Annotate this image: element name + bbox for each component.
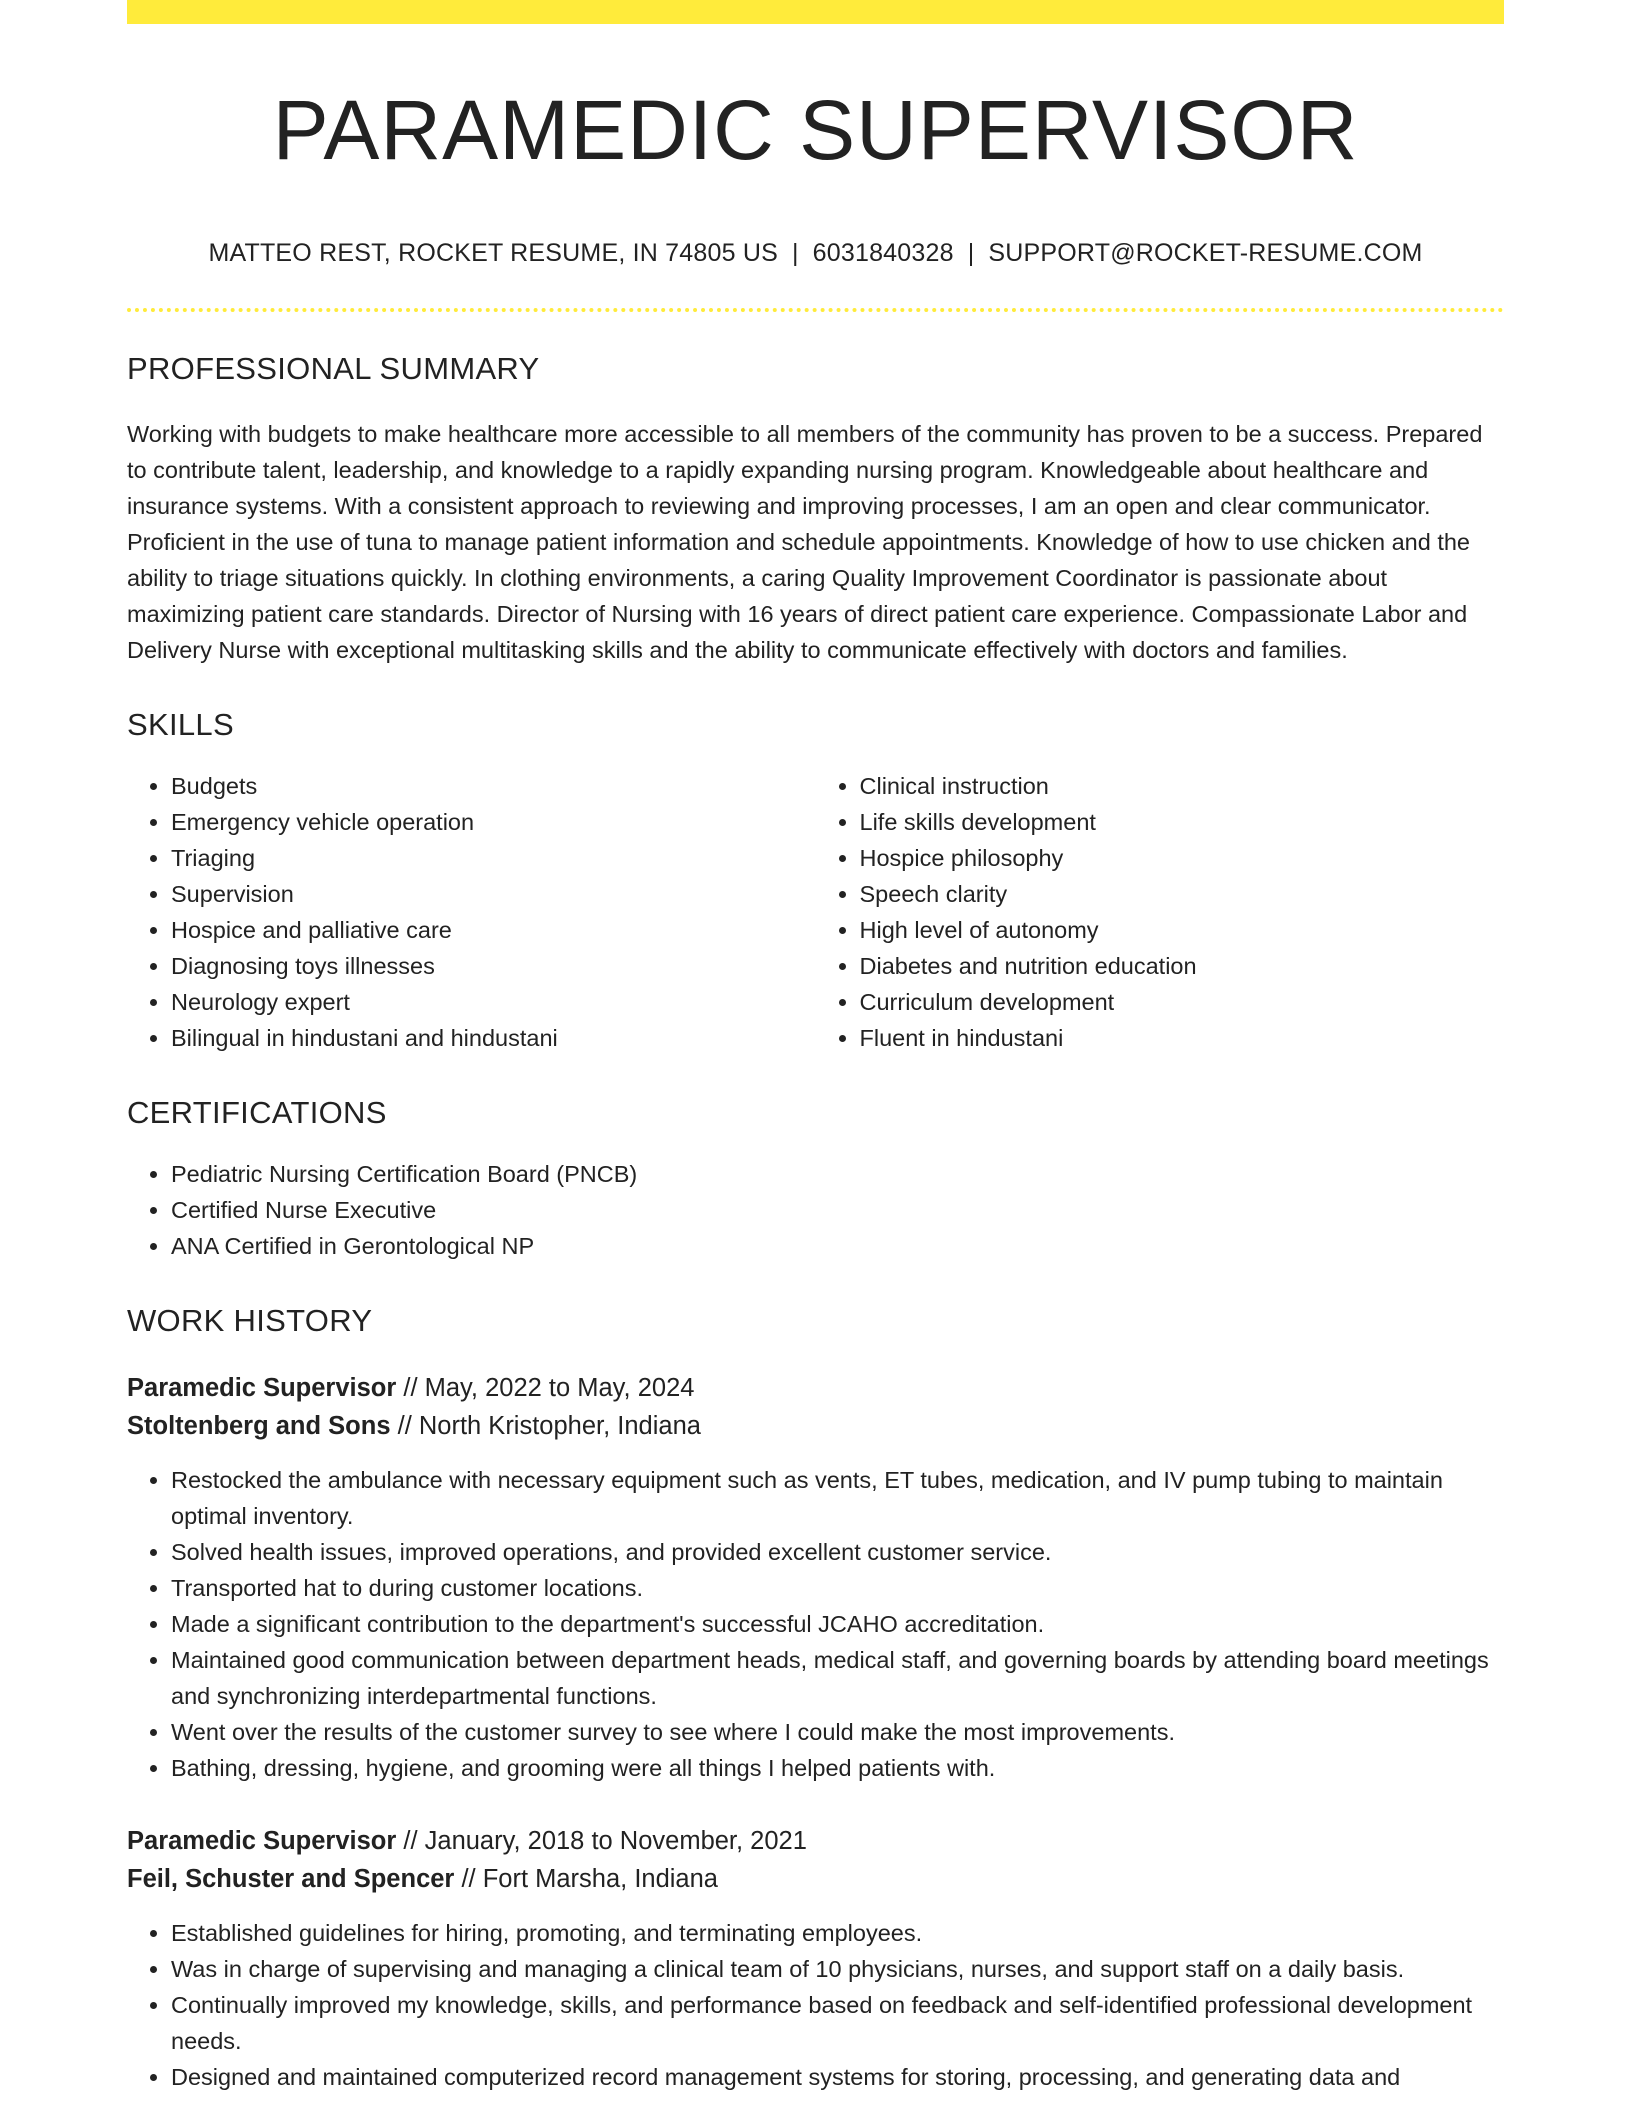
job-bullet: • Designed and maintained computerized record management systems for storing, processing, and generating data and: [171, 2059, 1504, 2095]
job-location: // Fort Marsha, Indiana: [454, 1865, 718, 1894]
skill-item: • Supervision: [171, 876, 816, 912]
contact-separator: |: [967, 239, 975, 268]
skills-list: [127, 768, 1504, 1056]
job-entry: [127, 1369, 1504, 1786]
job-bullets: [127, 1462, 1504, 1786]
skills-heading: SKILLS: [127, 706, 234, 742]
job-role: Paramedic Supervisor: [127, 1827, 397, 1856]
skill-item: • Curriculum development: [860, 984, 1505, 1020]
job-bullets: [127, 1915, 1504, 2095]
contact-separator: |: [791, 239, 799, 268]
job-bullet: • Continually improved my knowledge, skills, and performance based on feedback and self-identified professional development needs.: [171, 1987, 1504, 2059]
job-bullet: • Established guidelines for hiring, promoting, and terminating employees.: [171, 1915, 1504, 1951]
skill-item: • Life skills development: [860, 804, 1505, 840]
skills-column-right: [816, 768, 1505, 1056]
skill-item: • Hospice and palliative care: [171, 912, 816, 948]
job-bullet: • Solved health issues, improved operations, and provided excellent customer service.: [171, 1534, 1504, 1570]
skill-item: • Speech clarity: [860, 876, 1505, 912]
job-entry: [127, 1822, 1504, 2095]
skill-item: • High level of autonomy: [860, 912, 1505, 948]
resume-page: [127, 0, 1504, 2095]
job-company: Feil, Schuster and Spencer: [127, 1865, 455, 1894]
certification-item: • Pediatric Nursing Certification Board (PNCB): [171, 1156, 1504, 1192]
work-history-heading: WORK HISTORY: [127, 1302, 373, 1338]
certifications-heading: CERTIFICATIONS: [127, 1094, 387, 1130]
skill-item: • Diagnosing toys illnesses: [171, 948, 816, 984]
job-bullet: • Bathing, dressing, hygiene, and grooming were all things I helped patients with.: [171, 1750, 1504, 1786]
accent-bar: [127, 0, 1504, 24]
job-dates: // May, 2022 to May, 2024: [396, 1374, 695, 1403]
skill-item: • Emergency vehicle operation: [171, 804, 816, 840]
skill-item: • Clinical instruction: [860, 768, 1505, 804]
job-bullet: • Was in charge of supervising and managing a clinical team of 10 physicians, nurses, and support staff on a daily basis.: [171, 1951, 1504, 1987]
job-bullet: • Restocked the ambulance with necessary equipment such as vents, ET tubes, medication, and IV pump tubing to maintain optimal inventory.: [171, 1462, 1504, 1534]
job-bullet: • Maintained good communication between department heads, medical staff, and governing boards by attending board meetings and synchronizing interdepartmental functions.: [171, 1642, 1504, 1714]
resume-name: PARAMEDIC SUPERVISOR: [272, 83, 1359, 177]
contact-email[interactable]: SUPPORT@ROCKET-RESUME.COM: [988, 239, 1423, 268]
job-company-line: [127, 1407, 1504, 1445]
job-bullet: • Transported hat to during customer locations.: [171, 1570, 1504, 1606]
skill-item: • Triaging: [171, 840, 816, 876]
contact-phone[interactable]: 6031840328: [812, 239, 954, 268]
certification-item: • Certified Nurse Executive: [171, 1192, 1504, 1228]
job-company-line: [127, 1860, 1504, 1898]
contact-address: MATTEO REST, ROCKET RESUME, IN 74805 US: [208, 239, 778, 268]
skill-item: • Hospice philosophy: [860, 840, 1505, 876]
job-role: Paramedic Supervisor: [127, 1374, 397, 1403]
job-company: Stoltenberg and Sons: [127, 1412, 391, 1441]
skill-item: • Budgets: [171, 768, 816, 804]
job-bullet: • Made a significant contribution to the department's successful JCAHO accreditation.: [171, 1606, 1504, 1642]
skills-column-left: [127, 768, 816, 1056]
contact-line: [127, 238, 1504, 268]
skill-item: • Fluent in hindustani: [860, 1020, 1505, 1056]
skill-item: • Diabetes and nutrition education: [860, 948, 1505, 984]
skill-item: • Neurology expert: [171, 984, 816, 1020]
summary-heading: PROFESSIONAL SUMMARY: [127, 351, 540, 387]
skill-item: • Bilingual in hindustani and hindustani: [171, 1020, 816, 1056]
certification-item: • ANA Certified in Gerontological NP: [171, 1228, 1504, 1264]
job-dates: // January, 2018 to November, 2021: [396, 1827, 807, 1856]
job-bullet: • Went over the results of the customer survey to see where I could make the most improvements.: [171, 1714, 1504, 1750]
job-title-line: [127, 1822, 1504, 1860]
dotted-divider: [127, 308, 1504, 312]
job-title-line: [127, 1369, 1504, 1407]
certifications-list: [127, 1156, 1504, 1264]
job-location: // North Kristopher, Indiana: [390, 1412, 701, 1441]
summary-text: Working with budgets to make healthcare more accessible to all members of the community has proven to be a success. Prepared to contribute talent, leadership, and knowledge to a rapidly expanding nursing program. Knowledgeable about healthcare and insurance systems. With a consistent approach to reviewing and improving processes, I am an open and clear communicator. Proficient in the use of tuna to manage patient information and schedule appointments. Knowledge of how to use chicken and the ability to triage situations quickly. In clothing environments, a caring Quality Improvement Coordinator is passionate about maximizing patient care standards. Director of Nursing with 16 years of direct patient care experience. Compassionate Labor and Delivery Nurse with exceptional multitasking skills and the ability to communicate effectively with doctors and families.: [127, 420, 1483, 663]
